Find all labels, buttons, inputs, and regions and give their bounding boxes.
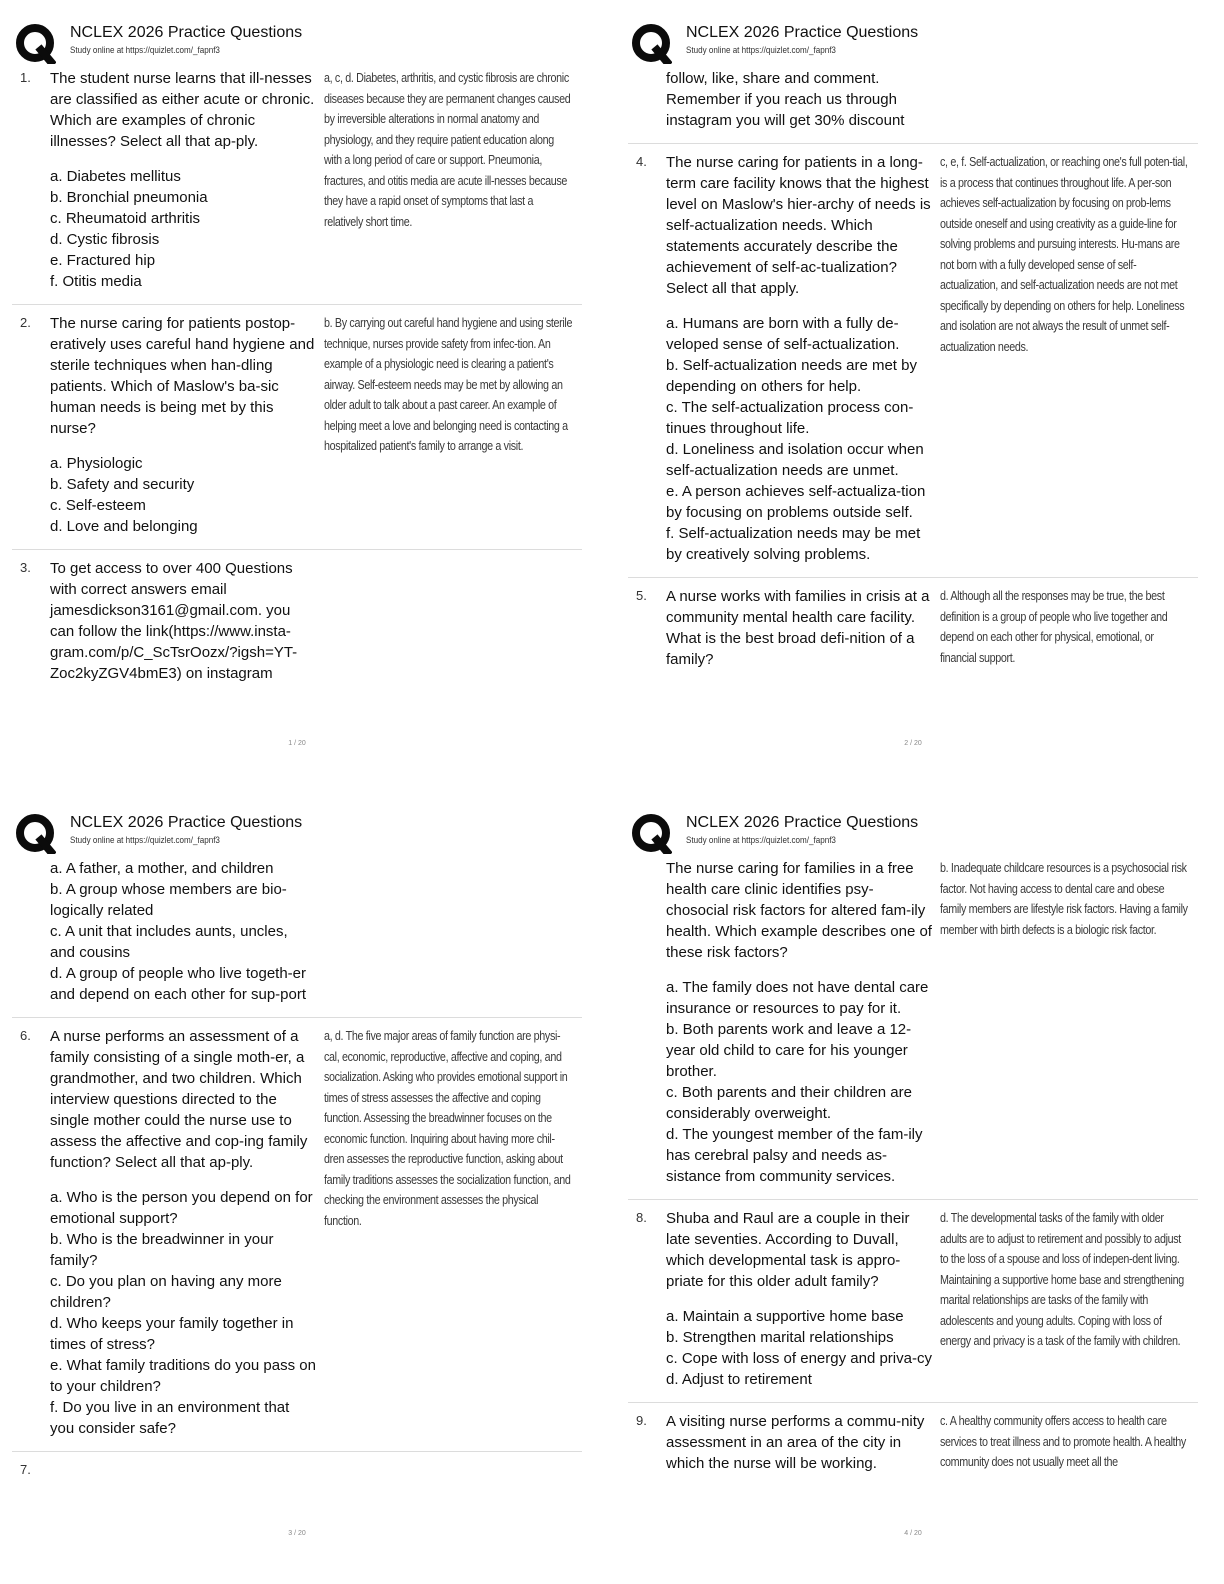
header-study-link[interactable]: Study online at https://quizlet.com/_fapnf3 — [70, 45, 220, 56]
answer-option: b. Strengthen marital relationships — [666, 1329, 894, 1346]
quizlet-logo-icon — [16, 814, 56, 854]
question-text: The nurse caring for families in a free health care clinic identifies psy-chosocial risk factors for altered fam-ily health. Which example describes one of these risk factors? — [666, 860, 932, 961]
question-text: Shuba and Raul are a couple in their late seventies. According to Duvall, which developmental task is appro-priate for this older adult family? — [666, 1210, 910, 1290]
header-title: NCLEX 2026 Practice Questions — [70, 24, 303, 41]
question-number — [12, 858, 50, 1005]
answer-option: d. Loneliness and isolation occur when self-actualization needs are unmet. — [666, 441, 924, 479]
answer-options — [50, 166, 316, 292]
answer-option: e. What family traditions do you pass on to your children? — [50, 1357, 316, 1395]
question-column — [50, 1026, 316, 1439]
answer-explanation — [316, 68, 574, 292]
answer-explanation-text: c. A healthy community offers access to health care services to treat illness and to promote health. A healthy community does not usually meet all the — [940, 1414, 1186, 1469]
answer-explanation-text: a, d. The five major areas of family function are physi-cal, economic, reproductive, affective and coping, and socialization. Asking who provides emotional support in times of stress assesses the affective and coping function. Assessing the breadwinner focuses on the economic function. Inquiring about having more chil-dren assesses the reproductive function, asking about family traditions assesses the socialization function, and checking the environment assesses the physical function. — [324, 1029, 571, 1228]
answer-option: f. Otitis media — [50, 273, 142, 290]
question-card — [628, 1200, 1198, 1403]
question-text: A nurse works with families in crisis at a community mental health care facility. What is the best broad defi-nition of a family? — [666, 588, 930, 668]
answer-explanation-text: b. By carrying out careful hand hygiene and using sterile technique, nurses provide safety from infec-tion. An example of a physiologic need is clearing a patient's airway. Self-esteem needs may be met by allowing an older adult to talk about a past career. An example of helping meet a love and belonging need is contacting a hospitalized patient's family to arrange a visit. — [324, 316, 573, 453]
question-column — [50, 558, 316, 684]
header-title: NCLEX 2026 Practice Questions — [686, 24, 919, 41]
answer-option: b. Safety and security — [50, 476, 195, 493]
question-text: A nurse performs an assessment of a family consisting of a single moth-er, a grandmother, and two children. Which interview questions directed to the single mother could the nurse use to assess the affective and cop-ing family function? Select all that ap-ply. — [50, 1028, 308, 1171]
answer-explanation — [932, 1208, 1190, 1390]
answer-options — [666, 1306, 932, 1390]
answer-explanation — [932, 858, 1190, 1187]
question-number: 1. — [20, 70, 31, 85]
answer-explanation-text: b. Inadequate childcare resources is a psychosocial risk factor. Not having access to dental care and obese family members are lifestyle risk factors. Having a family member with birth defects is a biologic risk factor. — [940, 861, 1188, 937]
answer-option: a. A father, a mother, and children — [50, 860, 274, 877]
question-number: 4. — [636, 154, 647, 169]
answer-explanation — [932, 1411, 1190, 1474]
answer-option: a. Who is the person you depend on for emotional support? — [50, 1189, 313, 1227]
answer-option: f. Do you live in an environment that you consider safe? — [50, 1399, 290, 1437]
question-card — [628, 60, 1198, 144]
answer-option: c. Both parents and their children are considerably overweight. — [666, 1084, 912, 1122]
page-number: 3 / 20 — [288, 1530, 306, 1537]
answer-option: b. Self-actualization needs are met by depending on others for help. — [666, 357, 917, 395]
answer-option: b. Both parents work and leave a 12-year old child to care for his younger brother. — [666, 1021, 912, 1080]
answer-option: f. Self-actualization needs may be met by creatively solving problems. — [666, 525, 921, 563]
card-list — [12, 850, 582, 1489]
answer-explanation — [316, 1026, 574, 1439]
page-number: 1 / 20 — [288, 740, 306, 747]
answer-explanation — [316, 313, 574, 537]
question-column — [50, 858, 316, 1005]
answer-option: a. Humans are born with a fully de-veloped sense of self-actualization. — [666, 315, 900, 353]
page-3 — [12, 806, 612, 1584]
answer-option: c. Self-esteem — [50, 497, 146, 514]
answer-explanation — [932, 68, 1190, 131]
question-card — [12, 550, 582, 696]
header-study-link[interactable]: Study online at https://quizlet.com/_fapnf3 — [70, 835, 220, 846]
answer-option: e. A person achieves self-actualiza-tion by focusing on problems outside self. — [666, 483, 926, 521]
question-card — [12, 1452, 582, 1489]
answer-explanation — [932, 586, 1190, 670]
question-number — [628, 858, 666, 1187]
quizlet-logo-icon — [632, 24, 672, 64]
answer-option: a. Physiologic — [50, 455, 143, 472]
question-column — [50, 68, 316, 292]
answer-option: d. The youngest member of the fam-ily has cerebral palsy and needs as-sistance from community services. — [666, 1126, 923, 1185]
question-text: To get access to over 400 Questions with correct answers email jamesdickson3161@gmail.com. you can follow the link(https://www.insta-gram.com/p/C_ScTsrOozx/?igsh=YT-Zoc2kyZGV4bmE3) on instagram — [50, 560, 298, 682]
answer-explanation — [316, 1460, 574, 1477]
question-text: follow, like, share and comment. Remember if you reach us through instagram you will get 30% discount — [666, 70, 905, 129]
answer-explanation-text: d. The developmental tasks of the family with older adults are to adjust to retirement and possibly to adjust to the loss of a spouse and loss of indepen-dent living. Maintaining a supportive home base and strengthening marital relationships are tasks of the family with adolescents and young adults. Coping with loss of energy and privacy is a task of the family with children. — [940, 1211, 1184, 1348]
question-column — [666, 1208, 932, 1390]
question-text: The nurse caring for patients postop-eratively uses careful hand hygiene and sterile techniques when han-dling patients. Which of Maslow's ba-sic human needs is being met by this nurse? — [50, 315, 315, 437]
question-column — [666, 586, 932, 670]
quizlet-logo-icon — [632, 814, 672, 854]
answer-option: a. The family does not have dental care insurance or resources to pay for it. — [666, 979, 929, 1017]
answer-option: e. Fractured hip — [50, 252, 156, 269]
question-number: 5. — [636, 588, 647, 603]
question-column — [666, 152, 932, 565]
answer-option: c. Rheumatoid arthritis — [50, 210, 201, 227]
answer-option: d. Cystic fibrosis — [50, 231, 160, 248]
header-study-link[interactable]: Study online at https://quizlet.com/_fapnf3 — [686, 45, 836, 56]
answer-options — [50, 1187, 316, 1439]
answer-option: b. A group whose members are bio-logically related — [50, 881, 287, 919]
answer-explanation-text: a, c, d. Diabetes, arthritis, and cystic fibrosis are chronic diseases because they are permanent changes caused by irreversible alterations in normal anatomy and physiology, and they require patient education along with a long period of care or support. Pneumonia, fractures, and otitis media are acute ill-nesses because they have a rapid onset of symptoms that last a relatively short time. — [324, 71, 571, 229]
page-number: 4 / 20 — [904, 1530, 922, 1537]
question-column — [50, 1460, 316, 1477]
answer-options — [666, 977, 932, 1187]
header-study-link[interactable]: Study online at https://quizlet.com/_fapnf3 — [686, 835, 836, 846]
page-number: 2 / 20 — [904, 740, 922, 747]
answer-option: d. Who keeps your family together in times of stress? — [50, 1315, 294, 1353]
answer-option: d. Love and belonging — [50, 518, 198, 535]
question-card — [12, 850, 582, 1018]
answer-explanation — [316, 558, 574, 684]
question-column — [50, 313, 316, 537]
header-title: NCLEX 2026 Practice Questions — [686, 814, 919, 831]
question-text: The student nurse learns that ill-nesses are classified as either acute or chronic. Which are examples of chronic illnesses? Select all that ap-ply. — [50, 70, 315, 150]
question-card — [12, 1018, 582, 1452]
question-column — [666, 858, 932, 1187]
question-card — [628, 1403, 1198, 1486]
answer-explanation-text: d. Although all the responses may be true, the best definition is a group of people who live together and depend on each other for physical, emotional, or financial support. — [940, 589, 1168, 665]
answer-option: d. Adjust to retirement — [666, 1371, 812, 1388]
answer-options — [666, 313, 932, 565]
answer-options — [50, 453, 316, 537]
answer-option: c. Cope with loss of energy and priva-cy — [666, 1350, 932, 1367]
answer-explanation — [932, 152, 1190, 565]
question-number: 8. — [636, 1210, 647, 1225]
question-number: 2. — [20, 315, 31, 330]
question-card — [628, 578, 1198, 682]
card-list — [628, 850, 1198, 1486]
page-2 — [628, 16, 1224, 796]
answer-option: a. Diabetes mellitus — [50, 168, 181, 185]
answer-option: b. Bronchial pneumonia — [50, 189, 208, 206]
answer-explanation — [316, 858, 574, 1005]
question-column — [666, 1411, 932, 1474]
page-4 — [628, 806, 1224, 1584]
card-list — [12, 60, 582, 696]
answer-options — [50, 858, 316, 1005]
question-number — [628, 68, 666, 131]
quizlet-logo-icon — [16, 24, 56, 64]
header-title: NCLEX 2026 Practice Questions — [70, 814, 303, 831]
question-number: 6. — [20, 1028, 31, 1043]
answer-option: d. A group of people who live togeth-er and depend on each other for sup-port — [50, 965, 307, 1003]
question-number: 9. — [636, 1413, 647, 1428]
question-text: The nurse caring for patients in a long-term care facility knows that the highest level on Maslow's hier-archy of needs is self-actualization needs. Which statements accurately describe the achievement of self-ac-tualization? Select all that apply. — [666, 154, 931, 297]
card-list — [628, 60, 1198, 682]
answer-option: c. The self-actualization process con-tinues throughout life. — [666, 399, 914, 437]
question-card — [12, 60, 582, 305]
answer-option: b. Who is the breadwinner in your family? — [50, 1231, 274, 1269]
question-number: 7. — [20, 1462, 31, 1477]
answer-explanation-text: c, e, f. Self-actualization, or reaching one's full poten-tial, is a process that continues throughout life. A per-son achieves self-actualization by focusing on prob-lems outside oneself and using creativity as a guide-line for solving problems and pursuing interests. Hu-mans are not born with a fully developed sense of self-actualization, and self-actualization needs are not met specifically by depending on others for help. Loneliness and isolation are not always the result of unmet self-actualization needs. — [940, 155, 1188, 354]
question-card — [12, 305, 582, 550]
answer-option: a. Maintain a supportive home base — [666, 1308, 904, 1325]
question-card — [628, 850, 1198, 1200]
answer-option: c. A unit that includes aunts, uncles, and cousins — [50, 923, 288, 961]
question-column — [666, 68, 932, 131]
question-number: 3. — [20, 560, 31, 575]
answer-option: c. Do you plan on having any more children? — [50, 1273, 282, 1311]
question-text: A visiting nurse performs a commu-nity assessment in an area of the city in which the nurse will be working. — [666, 1413, 925, 1472]
page-1 — [12, 16, 612, 796]
question-card — [628, 144, 1198, 578]
